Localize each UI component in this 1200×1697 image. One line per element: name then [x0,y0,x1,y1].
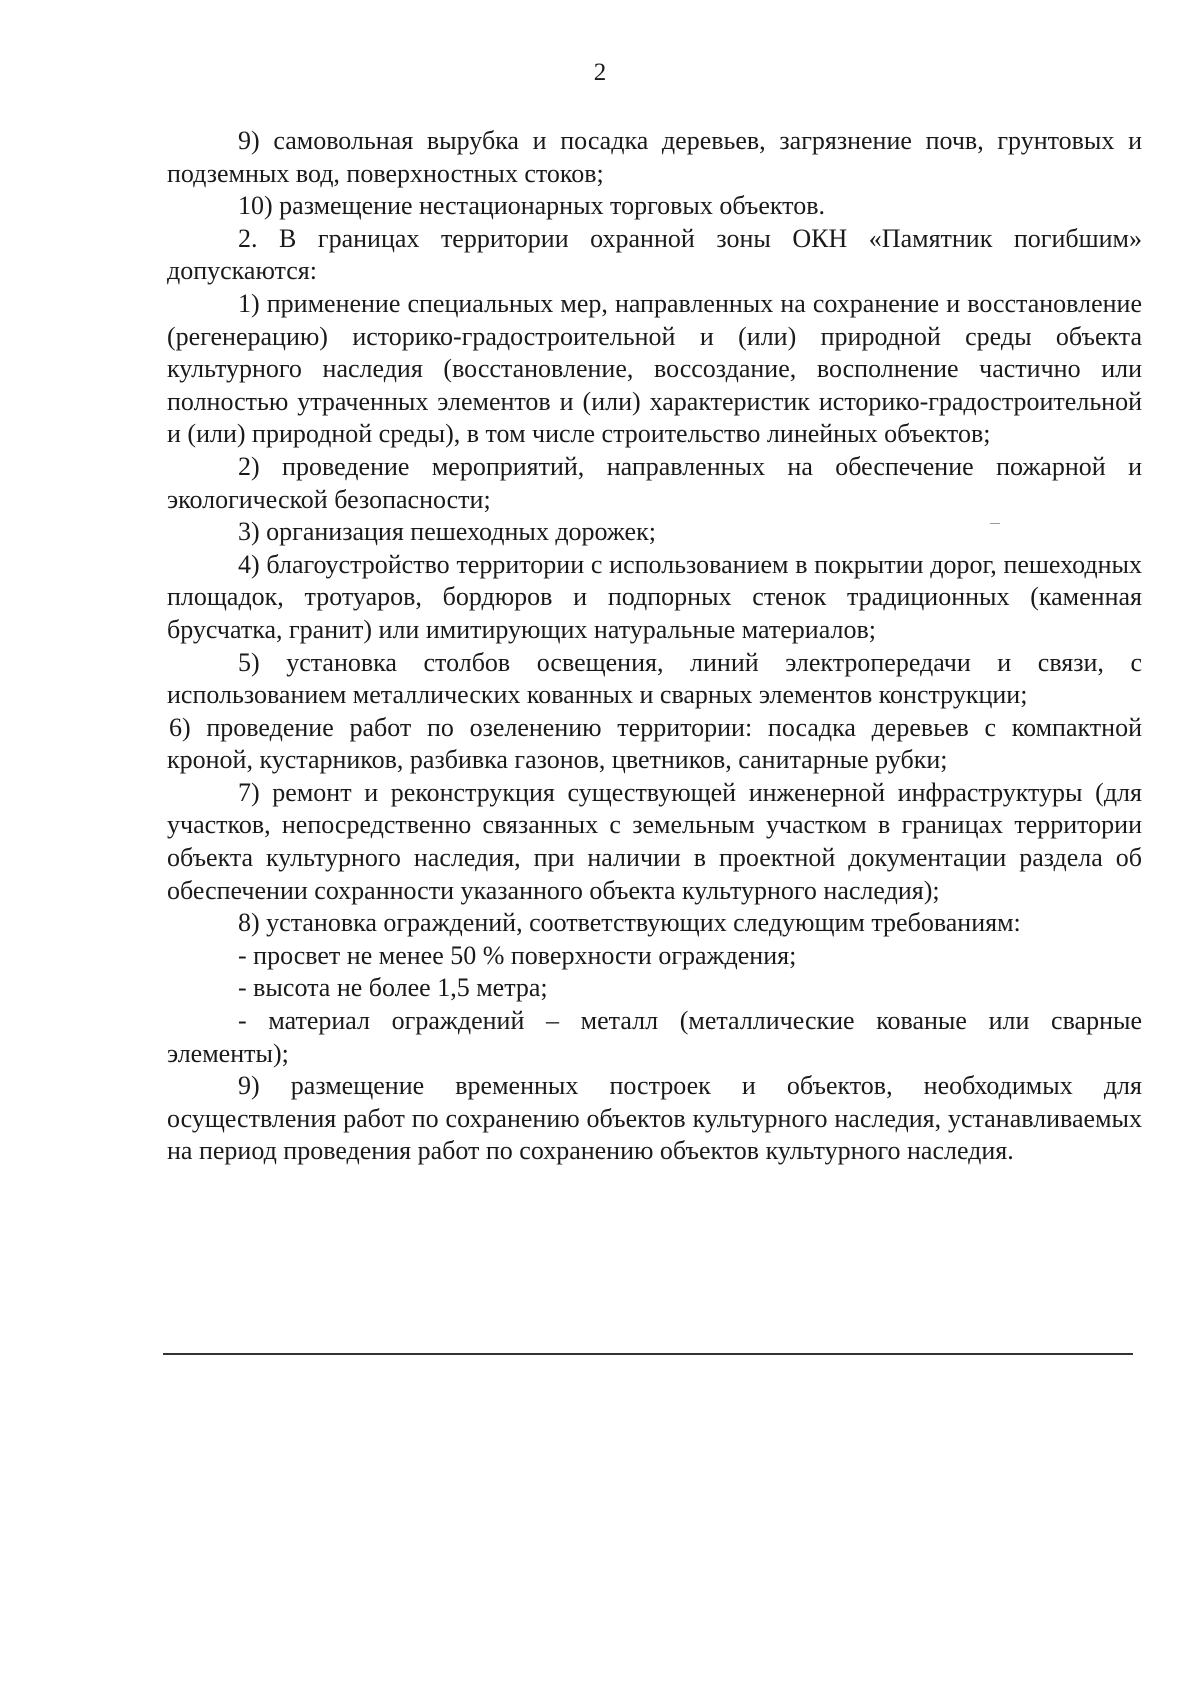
paragraph-prohibited-10: 10) размещение нестационарных торговых объектов. [238,191,825,221]
paragraph-allowed-2: 2) проведение мероприятий, направленных на обеспечение пожарной и экологической безопасности; [167,451,1142,514]
page-number: 2 [593,59,607,86]
scan-artifact [990,523,1000,524]
list-item-fence-clearance: - просвет не менее 50 % поверхности ограждения; [238,940,797,970]
paragraph-section-2-heading: 2. В границах территории охранной зоны ОКН «Памятник погибшим» допускаются: [167,223,1142,286]
end-of-text-rule [163,1353,1133,1355]
paragraph-allowed-3: 3) организация пешеходных дорожек; [238,517,656,547]
paragraph-allowed-1: 1) применение специальных мер, направленных на сохранение и восстановление (регенерацию) историко-градостроительной и (или) природной среды объекта культурного наследия (восстановление, воссоздание, восполнение частично или полностью утраченных элементов и (или) характеристик историко-градостроительной и (или) природной среды), в том числе строительство линейных объектов; [167,288,1142,449]
paragraph-allowed-7: 7) ремонт и реконструкция существующей инженерной инфраструктуры (для участков, непосредственно связанных с земельным участком в границах территории объекта культурного наследия, при наличии в проектной документации раздела об обеспечении сохранности указанного объекта культурного наследия); [167,777,1142,905]
document-body [167,125,1142,1168]
paragraph-allowed-6: 6) проведение работ по озеленению территории: посадка деревьев с компактной кроной, кустарников, разбивка газонов, цветников, санитарные рубки; [167,712,1142,775]
list-item-fence-material: - материал ограждений – металл (металлические кованые или сварные элементы); [167,1006,1142,1068]
paragraph-allowed-4: 4) благоустройство территории с использованием в покрытии дорог, пешеходных площадок, тротуаров, бордюров и подпорных стенок традиционных (каменная брусчатка, гранит) или имитирующих натуральные материалов; [167,549,1142,644]
paragraph-allowed-9: 9) размещение временных построек и объектов, необходимых для осуществления работ по сохранению объектов культурного наследия, устанавливаемых на период проведения работ по сохранению объектов культурного наследия. [167,1071,1142,1166]
paragraph-prohibited-9: 9) самовольная вырубка и посадка деревьев, загрязнение почв, грунтовых и подземных вод, поверхностных стоков; [167,126,1142,188]
list-item-fence-height: - высота не более 1,5 метра; [238,973,548,1003]
paragraph-allowed-5: 5) установка столбов освещения, линий электропередачи и связи, с использованием металлических кованных и сварных элементов конструкции; [167,647,1142,710]
paragraph-allowed-8: 8) установка ограждений, соответствующих следующим требованиям: [238,908,1021,938]
